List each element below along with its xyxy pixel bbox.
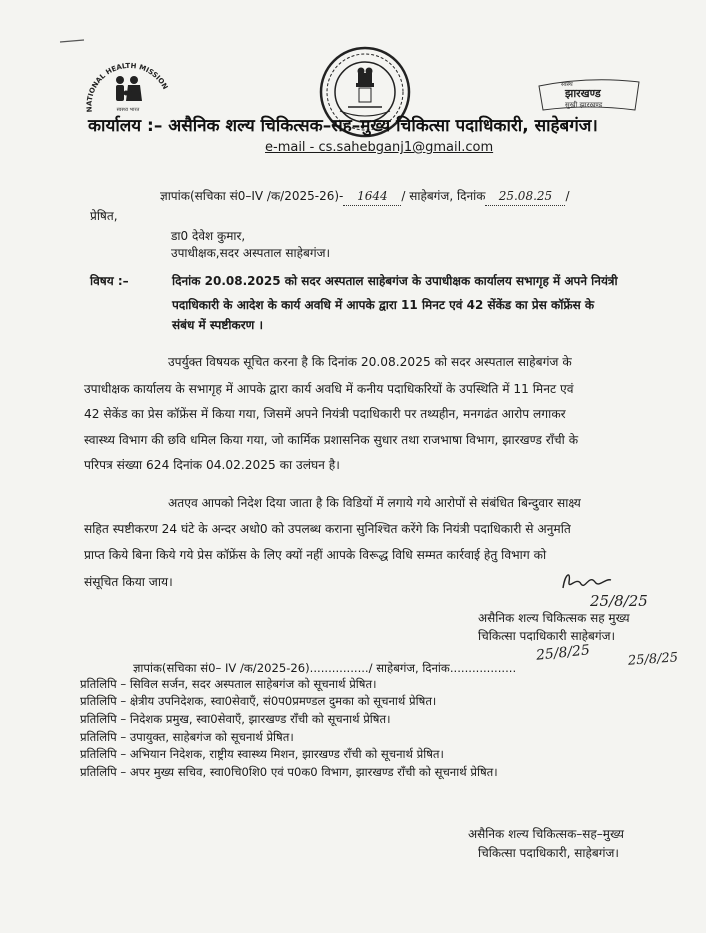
received-stamp-date: 25/8/25 [535, 642, 591, 664]
para1-line-1: उपर्युक्त विषयक सूचित करना है कि दिनांक 20.08.2025 को सदर अस्पताल साहेबगंज के [168, 355, 572, 369]
copy-item: प्रतिलिपि – उपायुक्त, साहेबगंज को सूचनार्थ प्रेषित। [80, 730, 294, 744]
logo-right-line3: सुखी झारखण्ड [565, 101, 603, 109]
nhm-logo-text: NATIONAL HEALTH MISSION [85, 61, 170, 113]
subject-label: विषय :– [90, 274, 129, 288]
subject-line-3: संबंध में स्पष्टीकरण । [172, 318, 264, 332]
copy-item: प्रतिलिपि – क्षेत्रीय उपनिदेशक, स्वा0सेवाएँ, सं0प0प्रमण्डल दुमका को सूचनार्थ प्रेषित। [80, 694, 437, 708]
signature1-line-1: असैनिक शल्य चिकित्सक सह मुख्य [478, 611, 630, 625]
signature-date: 25/8/25 [590, 592, 648, 610]
signature2-line-1: असैनिक शल्य चिकित्सक–सह–मुख्य [468, 827, 624, 841]
prerit-label: प्रेषित, [90, 209, 118, 223]
office-title: कार्यालय :– असैनिक शल्य चिकित्सक–सह–मुख्य चिकित्सा पदाधिकारी, साहेबगंज। [88, 116, 598, 136]
reference-number: 1644 [343, 188, 401, 206]
copy-item: प्रतिलिपि – निदेशक प्रमुख, स्वा0सेवाएँ, झारखण्ड राँची को सूचनार्थ प्रेषित। [80, 712, 391, 726]
pen-mark [58, 36, 88, 46]
reference-place: / साहेबगंज, दिनांक [401, 189, 486, 203]
subject-line-2: पदाधिकारी के आदेश के कार्य अवधि में आपके द्वारा 11 मिनट एवं 42 सेंकेंड का प्रेस कॉफ्रेंस के [172, 298, 595, 312]
reference-end: / [565, 189, 570, 203]
logo-right-line2: झारखण्ड [565, 87, 601, 100]
office-email: e-mail - cs.sahebganj1@gmail.com [265, 140, 494, 155]
logo-right-line1: स्वस्थ [561, 81, 573, 88]
subject-line-1: दिनांक 20.08.2025 को सदर अस्पताल साहेबगंज के उपाधीक्षक कार्यालय सभागृह में अपने नियंत्री [172, 274, 618, 288]
reference-date: 25.08.25 [485, 188, 565, 206]
para1-line-3: 42 सेकेंड का प्रेस कॉफ्रेंस में किया गया, जिसमें अपने नियंत्री पदाधिकारी पर तथ्यहीन, मनगढंत आरोप लगाकर [84, 407, 566, 421]
para2-line-4: संसूचित किया जाय। [84, 575, 173, 589]
para2-line-2: सहित स्पष्टीकरण 24 घंटे के अन्दर अधो0 को उपलब्ध कराना सुनिश्चित करेंगे कि नियंत्री पदाधिकारी से अनुमति [84, 522, 571, 536]
nhm-logo [78, 50, 178, 120]
reference-line [160, 188, 569, 206]
copy-item: प्रतिलिपि – सिविल सर्जन, सदर अस्पताल साहेबगंज को सूचनार्थ प्रेषित। [80, 677, 377, 691]
addressee-designation: उपाधीक्षक,सदर अस्पताल साहेबगंज। [171, 246, 331, 260]
copy-reference: ज्ञापांक(सचिका सं0– IV /क/2025-26)................/ साहेबगंज, दिनांक.................. [133, 661, 517, 675]
initial-date: 25/8/25 [627, 650, 679, 669]
signature2-line-2: चिकित्सा पदाधिकारी, साहेबगंज। [478, 846, 619, 860]
para1-line-2: उपाधीक्षक कार्यालय के सभागृह में आपके द्वारा कार्य अवधि में कनीय पदाधिकरियों के उपस्थिति में 11 मिनट एवं [84, 382, 574, 396]
addressee-name: डा0 देवेश कुमार, [171, 229, 246, 243]
nhm-logo-sub: स्वस्थ्य भारत [116, 107, 140, 113]
para1-line-4: स्वास्थ्य विभाग की छवि धमिल किया गया, जो कार्मिक प्रशासनिक सुधार तथा राजभाषा विभाग, झारखण्ड राँची के [84, 433, 579, 447]
signature1-line-2: चिकित्सा पदाधिकारी साहेबगंज। [478, 629, 616, 643]
para1-line-5: परिपत्र संख्या 624 दिनांक 04.02.2025 का उलंघन है। [84, 458, 340, 472]
copy-item: प्रतिलिपि – अपर मुख्य सचिव, स्वा0चि0शि0 एवं प0क0 विभाग, झारखण्ड राँची को सूचनार्थ प्रेषित। [80, 765, 498, 779]
para2-line-3: प्राप्त किये बिना किये गये प्रेस कॉफ्रेंस के लिए क्यों नहीं आपके विरूद्ध विधि सम्मत कार्रवाई हेतु विभाग को [84, 548, 547, 562]
svg-text:NATIONAL HEALTH MISSION [85, 62, 169, 113]
para2-line-1: अतएव आपको निदेश दिया जाता है कि विडियों में लगाये गये आरोपों से संबंधित बिन्दुवार साक्ष्य [168, 496, 581, 510]
swasth-jharkhand-logo [535, 74, 643, 114]
reference-prefix: ज्ञापांक(सचिका सं0–IV /क/2025-26)- [160, 189, 344, 203]
copy-item: प्रतिलिपि – अभियान निदेशक, राष्ट्रीय स्वास्थ्य मिशन, झारखण्ड राँची को सूचनार्थ प्रेषित। [80, 747, 444, 761]
